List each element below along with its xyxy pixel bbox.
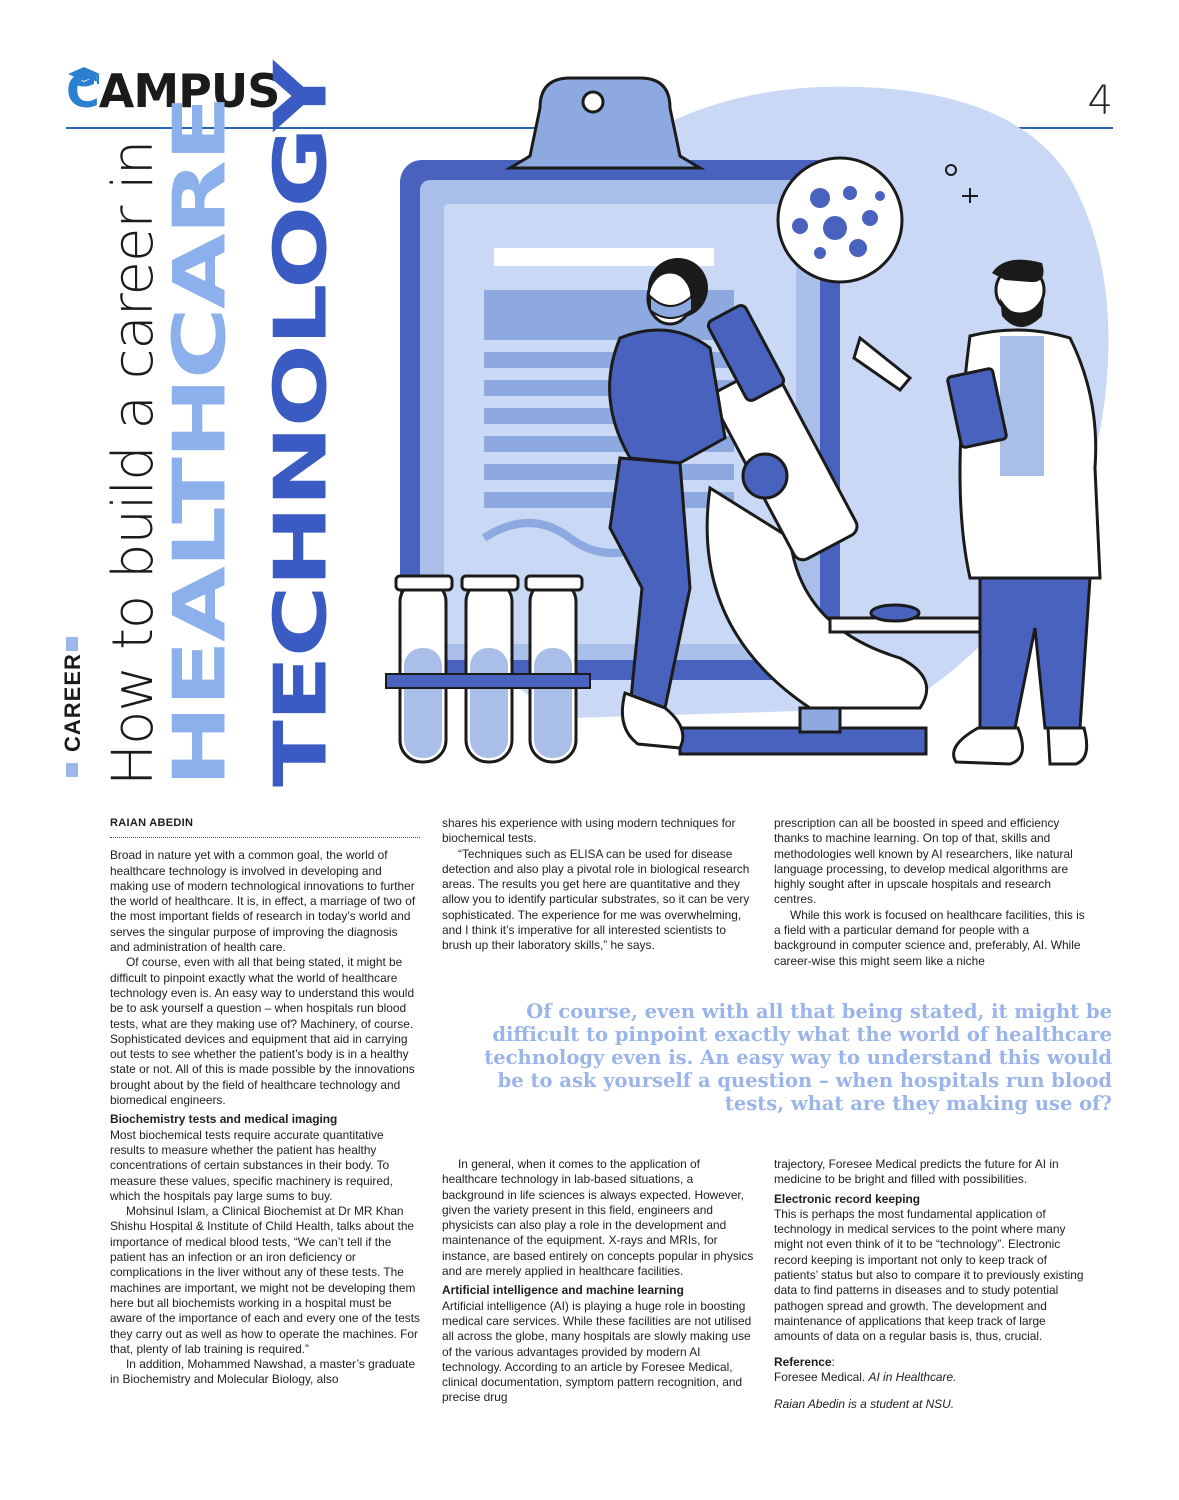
paragraph: Of course, even with all that being stated, it might be difficult to pinpoint exactly what the world of healthcare technology even is. An easy way to understand this would be to ask yourself a question – when hospitals run blood tests, what are they making use of? Machinery, of course. Sophisticated devices and equipment that aid in carrying out tests to see whether the patient’s body is in a healthy state or not. All of this is made possible by the innovations brought about by the field of healthcare technology and biomedical engineers. [110,955,415,1108]
paragraph: This is perhaps the most fundamental application of technology in medical services to the point where many might not even think of it to be “technology”. Electronic record keeping is important not only to keep track of patients’ status but also to compare it to previously existing data to find patterns in diseases and to study potential pathogen spread and growth. The development and maintenance of applications that keep track of large amounts of data on a regular basis is, thus, crucial. [774,1206,1084,1344]
paragraph: In general, when it comes to the application of healthcare technology in lab-based situations, a background in life sciences is always expected. However, given the variety present in this field, engineers and physicists can also play a role in the development and maintenance of the equipment. X-rays and MRIs, for instance, are based entirely on concepts popular in physics and are merely applied in healthcare facilities. [442,1157,754,1279]
reference-entry [774,1370,1088,1385]
headline-healthcare: HEALTHCARE [158,96,243,787]
headline-line1: How to build a career in [101,140,166,786]
headline-technology: TECHNOLOGY [259,62,344,787]
paragraph: “Techniques such as ELISA can be used for disease detection and also play a pivotal role in biological research areas. The results you get here are quantitative and they allow you to identify particular substrates, so it can be very sophisticated. The experience for me was overwhelming, and I think it’s imperative for all interested scientists to brush up their laboratory skills,” he says. [442,846,750,953]
article-column-2-bottom [442,1157,756,1406]
subheading-biochemistry: Biochemistry tests and medical imaging [110,1112,338,1127]
paragraph: shares his experience with using modern techniques for biochemical tests. [442,816,736,846]
paragraph: prescription can all be boosted in speed and efficiency thanks to machine learning. On top of that, skills and methodologies well known by AI researchers, like natural language processing, to develop medical algorithms are highly sought after in upscale hospitals and research centres. [774,816,1073,907]
pull-quote: Of course, even with all that being stated, it might be difficult to pinpoint exactly what the world of healthcare technology even is. An easy way to understand this would be to ask yourself a question – when hospitals run blood tests, what are they making use of? [484,1000,1112,1115]
paragraph: Mohsinul Islam, a Clinical Biochemist at Dr MR Khan Shishu Hospital & Institute of Child Health, talks about the importance of medical blood tests, “We can’t tell if the patient has an infection or an iron deficiency or complications in the liver without any of these tests. The machines are important, we might not be developing them here but all biochemists working in a hospital must be aware of the importance of each and every one of the tests they carry out as well as how to operate the machines. For that, plenty of lab training is required.” [110,1204,421,1356]
kicker-square-bottom [66,763,78,777]
article-column-3-bottom [774,1157,1088,1412]
subheading-ai: Artificial intelligence and machine learning [442,1283,684,1298]
paragraph: trajectory, Foresee Medical predicts the future for AI in medicine to be bright and filled with possibilities. [774,1157,1059,1187]
paragraph: In addition, Mohammed Nawshad, a master’s graduate in Biochemistry and Molecular Biology, also [110,1357,416,1387]
reference-title: AI in Healthcare. [868,1369,957,1384]
reference-colon: : [831,1354,835,1369]
paragraph: Broad in nature yet with a common goal, the world of healthcare technology is involved in developing and making use of modern technological innovations to further the world of healthcare. It is, in effect, a marriage of two of the most important fields of research in today’s world and serves the singular purpose of improving the diagnosis and administration of health care. [110,848,416,955]
author-note: Raian Abedin is a student at NSU. [774,1397,955,1412]
article-column-3-top [774,816,1088,969]
lab-illustration [380,68,1120,768]
masthead-logo-rest: AMPUS [98,64,280,118]
page-number: 4 [1087,78,1113,124]
paragraph: While this work is focused on healthcare facilities, this is a field with a particular demand for people with a background in computer science and, preferably, AI. While career-wise this might seem like a niche [774,907,1085,968]
article-column-2-top [442,816,756,954]
paragraph: Artificial intelligence (AI) is playing a huge role in boosting medical care services. While these facilities are not utilised all across the globe, many hospitals are slowly making use of the various advantages provided by modern AI technology. According to an article by Foresee Medical, clinical documentation, symptom pattern recognition, and precise drug [442,1298,752,1405]
paragraph: Most biochemical tests require accurate quantitative results to measure whether the patient has healthy concentrations of certain substances in their body. To measure these values, specific machinery is required, which the hospitals pay large sums to buy. [110,1127,393,1203]
reference-source: Foresee Medical. [774,1369,869,1384]
masthead-logo-c: C [66,64,99,118]
subheading-electronic-records: Electronic record keeping [774,1191,921,1206]
test-tube-rack [386,576,590,762]
petri-dish [778,158,902,282]
reference [774,1355,1088,1370]
reference-label: Reference [774,1354,832,1369]
byline: RAIAN ABEDIN [110,816,420,838]
kicker-square-top [66,637,78,651]
kicker-career: CAREER [60,653,85,752]
article-column-1 [110,816,420,1388]
